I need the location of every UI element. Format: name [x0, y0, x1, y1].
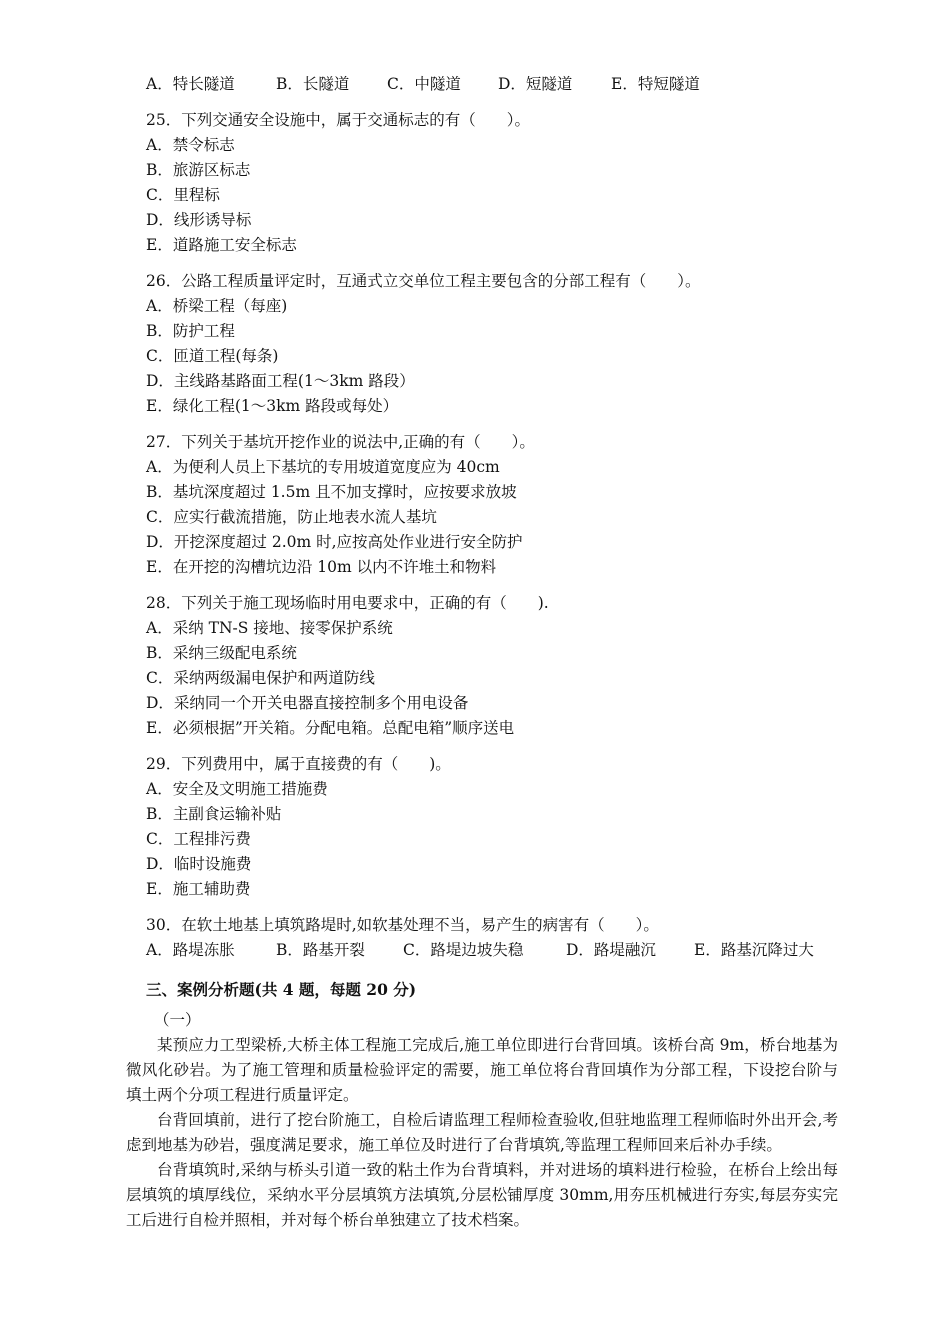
question-29	[146, 752, 838, 902]
q24-option-b: B．长隧道	[276, 75, 350, 93]
question-25	[146, 108, 838, 258]
option-b: B．防护工程	[146, 322, 235, 340]
case-paragraph: 某预应力工型梁桥,大桥主体工程施工完成后,施工单位即进行台背回填。该桥台高 9m，桥台地基为微风化砂岩。为了施工管理和质量检验评定的需要，施工单位将台背回填作为分部工程，下设挖台阶与填土两个分项工程进行质量评定。	[126, 1036, 838, 1104]
option-b: B．主副食运输补贴	[146, 805, 282, 823]
option-d: D．线形诱导标	[146, 211, 252, 229]
option-b: B．采纳三级配电系统	[146, 644, 297, 662]
option-d: D．临时设施费	[146, 855, 252, 873]
question-stem: 26．公路工程质量评定时，互通式立交单位工程主要包含的分部工程有（ ）。	[146, 272, 701, 290]
case-paragraph: 台背填筑时,采纳与桥头引道一致的粘土作为台背填料，并对进场的填料进行检验，在桥台上绘出每层填筑的填厚线位，采纳水平分层填筑方法填筑,分层松铺厚度 30mm,用夯压机械进行夯实,每层夯实完工后进行自检并照相，并对每个桥台单独建立了技术档案。	[126, 1161, 838, 1229]
option-d: D．主线路基路面工程(1～3km 路段）	[146, 372, 415, 390]
question-30	[146, 913, 838, 963]
option-d: D．采纳同一个开关电器直接控制多个用电设备	[146, 694, 469, 712]
option-e: E．路基沉降过大	[694, 941, 814, 959]
option-d: D．路堤融沉	[566, 941, 656, 959]
case-number: （一）	[154, 1011, 201, 1029]
option-e: E．施工辅助费	[146, 880, 251, 898]
option-b: B．路基开裂	[276, 941, 365, 959]
question-26	[146, 269, 838, 419]
option-b: B．旅游区标志	[146, 161, 251, 179]
question-stem: 28．下列关于施工现场临时用电要求中，正确的有（ ).	[146, 594, 549, 612]
option-a: A．安全及文明施工措施费	[146, 780, 328, 798]
option-e: E．在开挖的沟槽坑边沿 10m 以内不许堆土和物料	[146, 558, 497, 576]
option-e: E．必须根据”开关箱。分配电箱。总配电箱”顺序送电	[146, 719, 515, 737]
case-body	[126, 1033, 838, 1233]
option-c: C．路堤边坡失稳	[403, 941, 524, 959]
option-c: C．里程标	[146, 186, 220, 204]
option-c: C．应实行截流措施，防止地表水流人基坑	[146, 508, 437, 526]
option-b: B．基坑深度超过 1.5m 且不加支撑时，应按要求放坡	[146, 483, 517, 501]
question-stem: 25．下列交通安全设施中，属于交通标志的有（ ）。	[146, 111, 530, 129]
option-a: A．采纳 TN-S 接地、接零保护系统	[146, 619, 393, 637]
document-page	[126, 72, 838, 1233]
q24-option-d: D．短隧道	[498, 75, 573, 93]
q24-option-c: C．中隧道	[387, 75, 461, 93]
q30-options	[146, 938, 838, 963]
option-a: A．桥梁工程（每座)	[146, 297, 288, 315]
q24-option-a: A．特长隧道	[146, 75, 235, 93]
option-a: A．为便利人员上下基坑的专用坡道宽度应为 40cm	[146, 458, 500, 476]
section-title: 三、案例分析题(共 4 题，每题 20 分)	[146, 980, 417, 999]
option-e: E．道路施工安全标志	[146, 236, 297, 254]
q24-option-e: E．特短隧道	[611, 75, 700, 93]
option-c: C．匝道工程(每条)	[146, 347, 279, 365]
option-c: C．采纳两级漏电保护和两道防线	[146, 669, 375, 687]
case-paragraph: 台背回填前，进行了挖台阶施工，自检后请监理工程师检查验收,但驻地监理工程师临时外出开会,考虑到地基为砂岩，强度满足要求，施工单位及时进行了台背填筑,等监理工程师回来后补办手续。	[126, 1111, 838, 1154]
option-a: A．禁令标志	[146, 136, 235, 154]
question-stem: 29．下列费用中，属于直接费的有（ )。	[146, 755, 451, 773]
q24-options	[146, 72, 838, 97]
question-stem: 30．在软土地基上填筑路堤时,如软基处理不当，易产生的病害有（ ）。	[146, 916, 659, 934]
option-c: C．工程排污费	[146, 830, 251, 848]
option-a: A．路堤冻胀	[146, 941, 235, 959]
question-27	[146, 430, 838, 580]
option-e: E．绿化工程(1～3km 路段或每处）	[146, 397, 399, 415]
option-d: D．开挖深度超过 2.0m 时,应按高处作业进行安全防护	[146, 533, 523, 551]
question-28	[146, 591, 838, 741]
question-stem: 27．下列关于基坑开挖作业的说法中,正确的有（ ）。	[146, 433, 535, 451]
